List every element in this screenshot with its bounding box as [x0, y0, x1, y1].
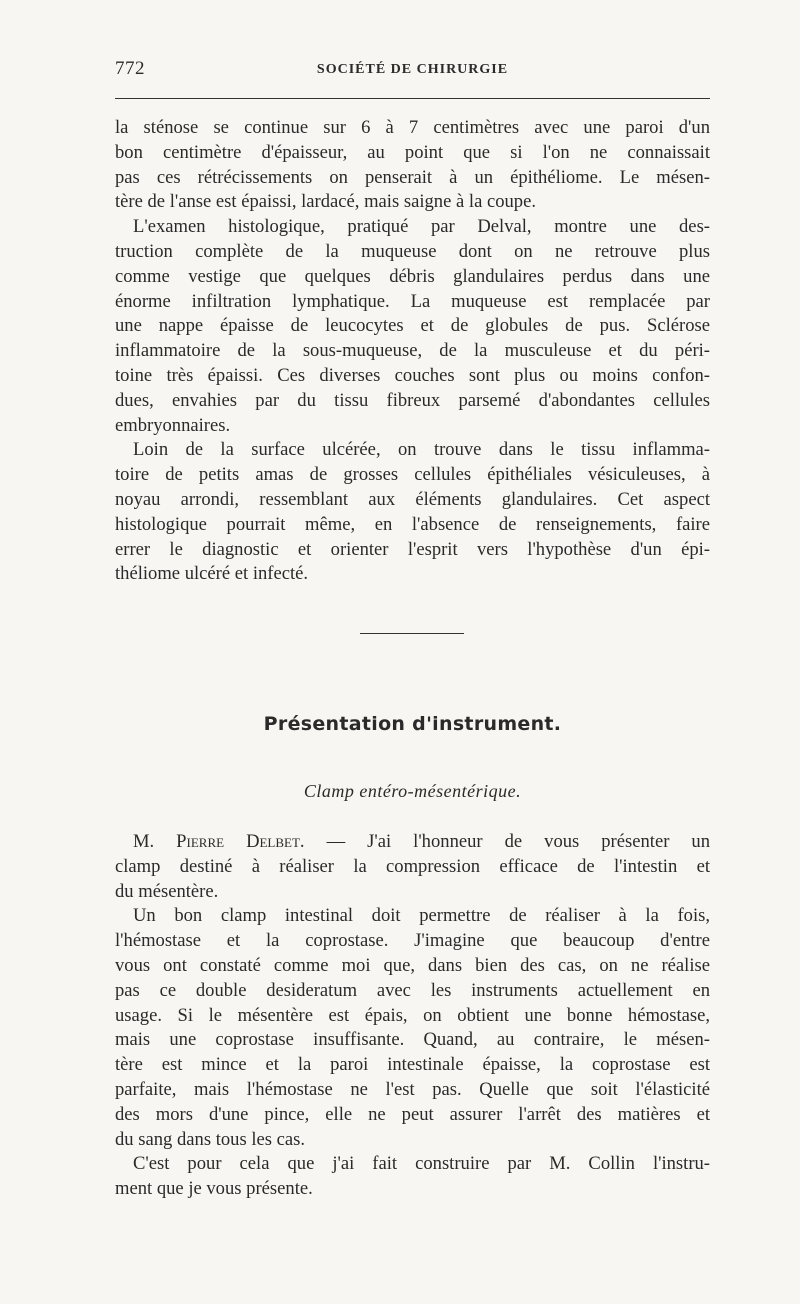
- text-line: Un bon clamp intestinal doit permettre de réaliser à la fois,: [133, 905, 710, 927]
- text-line: pas ce double desideratum avec les instruments actuellement en: [115, 979, 710, 1001]
- page-header: [115, 58, 710, 88]
- text-line: comme vestige que quelques débris glandulaires perdus dans une: [115, 265, 710, 287]
- running-title: SOCIÉTÉ DE CHIRURGIE: [316, 62, 509, 77]
- text-line: usage. Si le mésentère est épais, on obtient une bonne hémostase,: [115, 1004, 710, 1026]
- text-line: L'examen histologique, pratiqué par Delval, montre une des-: [133, 216, 710, 238]
- text-segment: — J'ai l'honneur de vous présenter un: [304, 831, 710, 852]
- text-line: clamp destiné à réaliser la compression efficace de l'intestin et: [115, 855, 710, 877]
- text-line: dues, envahies par du tissu fibreux parsemé d'abondantes cellules: [115, 389, 710, 411]
- text-line: mais une coprostase insuffisante. Quand, au contraire, le mésen-: [115, 1029, 710, 1051]
- text-line: toine très épaissi. Ces diverses couches sont plus ou moins confon-: [115, 364, 710, 386]
- text-line: tère est mince et la paroi intestinale épaisse, la coprostase est: [115, 1054, 710, 1076]
- text-line: truction complète de la muqueuse dont on ne retrouve plus: [115, 240, 710, 262]
- text-line: bon centimètre d'épaisseur, au point que si l'on ne connaissait: [115, 141, 710, 163]
- page-number: 772: [115, 58, 145, 79]
- author-name: M. Pierre Delbet.: [133, 831, 305, 852]
- text-line: du mésentère.: [115, 880, 219, 902]
- text-line: énorme infiltration lymphatique. La muqueuse est remplacée par: [115, 290, 710, 312]
- bottom-text-block: [115, 830, 710, 1202]
- text-line: errer le diagnostic et orienter l'esprit vers l'hypothèse d'un épi-: [115, 538, 710, 560]
- text-line: du sang dans tous les cas.: [115, 1128, 306, 1150]
- text-line: parfaite, mais l'hémostase ne l'est pas. Quelle que soit l'élasticité: [115, 1078, 710, 1100]
- text-line: des mors d'une pince, elle ne peut assurer l'arrêt des matières et: [115, 1103, 710, 1125]
- header-rule: [115, 98, 710, 99]
- text-line: vous ont constaté comme moi que, dans bien des cas, on ne réalise: [115, 954, 710, 976]
- text-line: théliome ulcéré et infecté.: [115, 563, 309, 585]
- text-line: histologique pourrait même, en l'absence de renseignements, faire: [115, 513, 710, 535]
- text-line: tère de l'anse est épaissi, lardacé, mais saigne à la coupe.: [115, 191, 537, 213]
- text-line: C'est pour cela que j'ai fait construire par M. Collin l'instru-: [133, 1153, 710, 1175]
- text-line: l'hémostase et la coprostase. J'imagine que beaucoup d'entre: [115, 930, 710, 952]
- text-line: noyau arrondi, ressemblant aux éléments glandulaires. Cet aspect: [115, 488, 710, 510]
- text-line: la sténose se continue sur 6 à 7 centimètres avec une paroi d'un: [115, 117, 710, 138]
- section-separator: [360, 633, 464, 634]
- text-line: [115, 830, 710, 855]
- top-text-block: [115, 116, 710, 587]
- text-line: Loin de la surface ulcérée, on trouve dans le tissu inflamma-: [133, 439, 710, 461]
- text-line: ment que je vous présente.: [115, 1178, 313, 1200]
- text-line: inflammatoire de la sous-muqueuse, de la musculeuse et du péri-: [115, 340, 710, 362]
- section-title: Présentation d'instrument.: [263, 713, 562, 735]
- section-subtitle: Clamp entéro-mésentérique.: [303, 781, 522, 801]
- text-line: toire de petits amas de grosses cellules épithéliales vésiculeuses, à: [115, 464, 710, 486]
- text-line: pas ces rétrécissements on penserait à un épithéliome. Le mésen-: [115, 166, 710, 188]
- text-line: une nappe épaisse de leucocytes et de globules de pus. Sclérose: [115, 315, 710, 337]
- text-line: embryonnaires.: [115, 414, 231, 436]
